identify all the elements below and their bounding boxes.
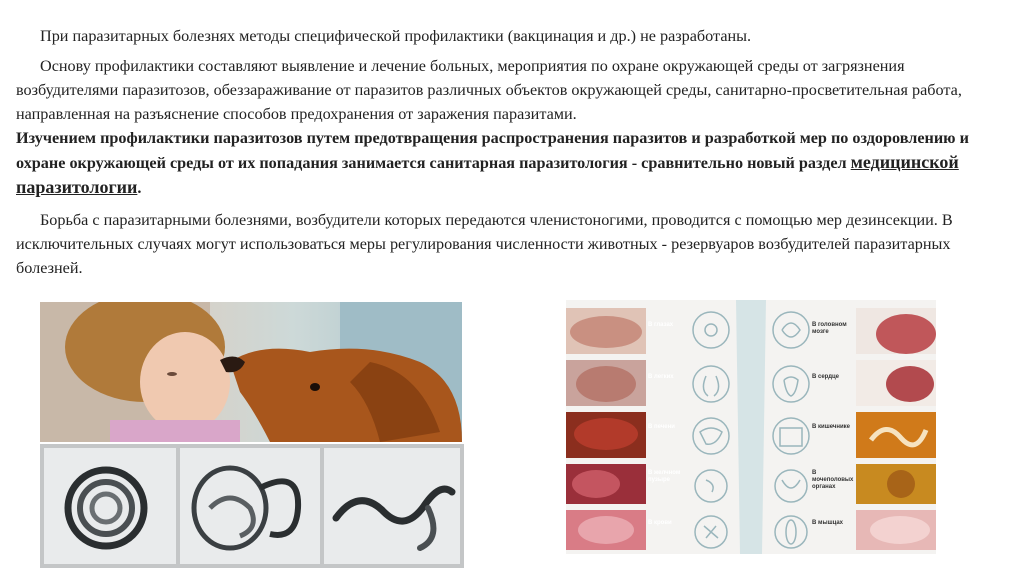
label-brain: В головном мозге xyxy=(812,322,847,335)
label-eyes: В глазах xyxy=(648,322,674,328)
coiled-worm-1 xyxy=(44,448,176,564)
period: . xyxy=(137,179,142,197)
paragraph-sanitary-parasitology xyxy=(16,126,1006,200)
text-block xyxy=(16,24,1006,280)
left-photo-strips xyxy=(566,308,646,550)
child-dog-illustration xyxy=(40,302,462,442)
micro-panel-1 xyxy=(44,448,176,564)
parasites-in-organs-infographic xyxy=(566,300,936,554)
label-genitourinary: В мочеполовых органах xyxy=(812,470,854,490)
micro-worms-photos xyxy=(40,444,464,568)
infographic-graphics xyxy=(566,300,936,554)
sanitary-parasitology-text: Изучением профилактики паразитозов путем предотвращения распространения паразитов и разработкой мер по оздоровлению и охране окружающей среды от их попадания занимается санитарная паразитология - сравнительно новый раздел xyxy=(16,129,969,172)
child-dog-photo xyxy=(40,302,462,442)
label-lungs: В легких xyxy=(648,374,674,380)
medical-parasitology-link[interactable]: медицинской паразитологии xyxy=(16,152,959,197)
coiled-worm-2 xyxy=(180,448,320,564)
paragraph-vaccination: При паразитарных болезнях методы специфической профилактики (вакцинация и др.) не разработаны. xyxy=(40,27,752,45)
label-gallbladder: В желчном пузыре xyxy=(648,470,681,483)
elongated-worm xyxy=(324,448,460,564)
label-heart: В сердце xyxy=(812,374,840,380)
label-blood: В крови xyxy=(648,520,672,526)
right-photo-strips xyxy=(856,308,936,550)
label-liver: В печени xyxy=(648,424,675,430)
label-intestine: В кишечнике xyxy=(812,424,851,430)
paragraph-disinsection: Борьба с паразитарными болезнями, возбудители которых передаются членистоногими, проводится с помощью мер дезинсекции. В исключительных случаях могут использоваться меры регулирования численности животных - резервуаров возбудителей паразитарных болезней. xyxy=(16,211,953,277)
micro-panel-2 xyxy=(180,448,320,564)
paragraph-prevention-basis: Основу профилактики составляют выявление и лечение больных, мероприятия по охране окружающей среды от загрязнения возбудителями паразитозов, обеззараживание от паразитов различных объектов окружающей среды, санитарно-просветительная работа, направленная на разъяснение способов предохранения от заражения паразитами. xyxy=(16,57,962,123)
micro-panel-3 xyxy=(324,448,460,564)
label-muscles: В мышцах xyxy=(812,520,843,526)
